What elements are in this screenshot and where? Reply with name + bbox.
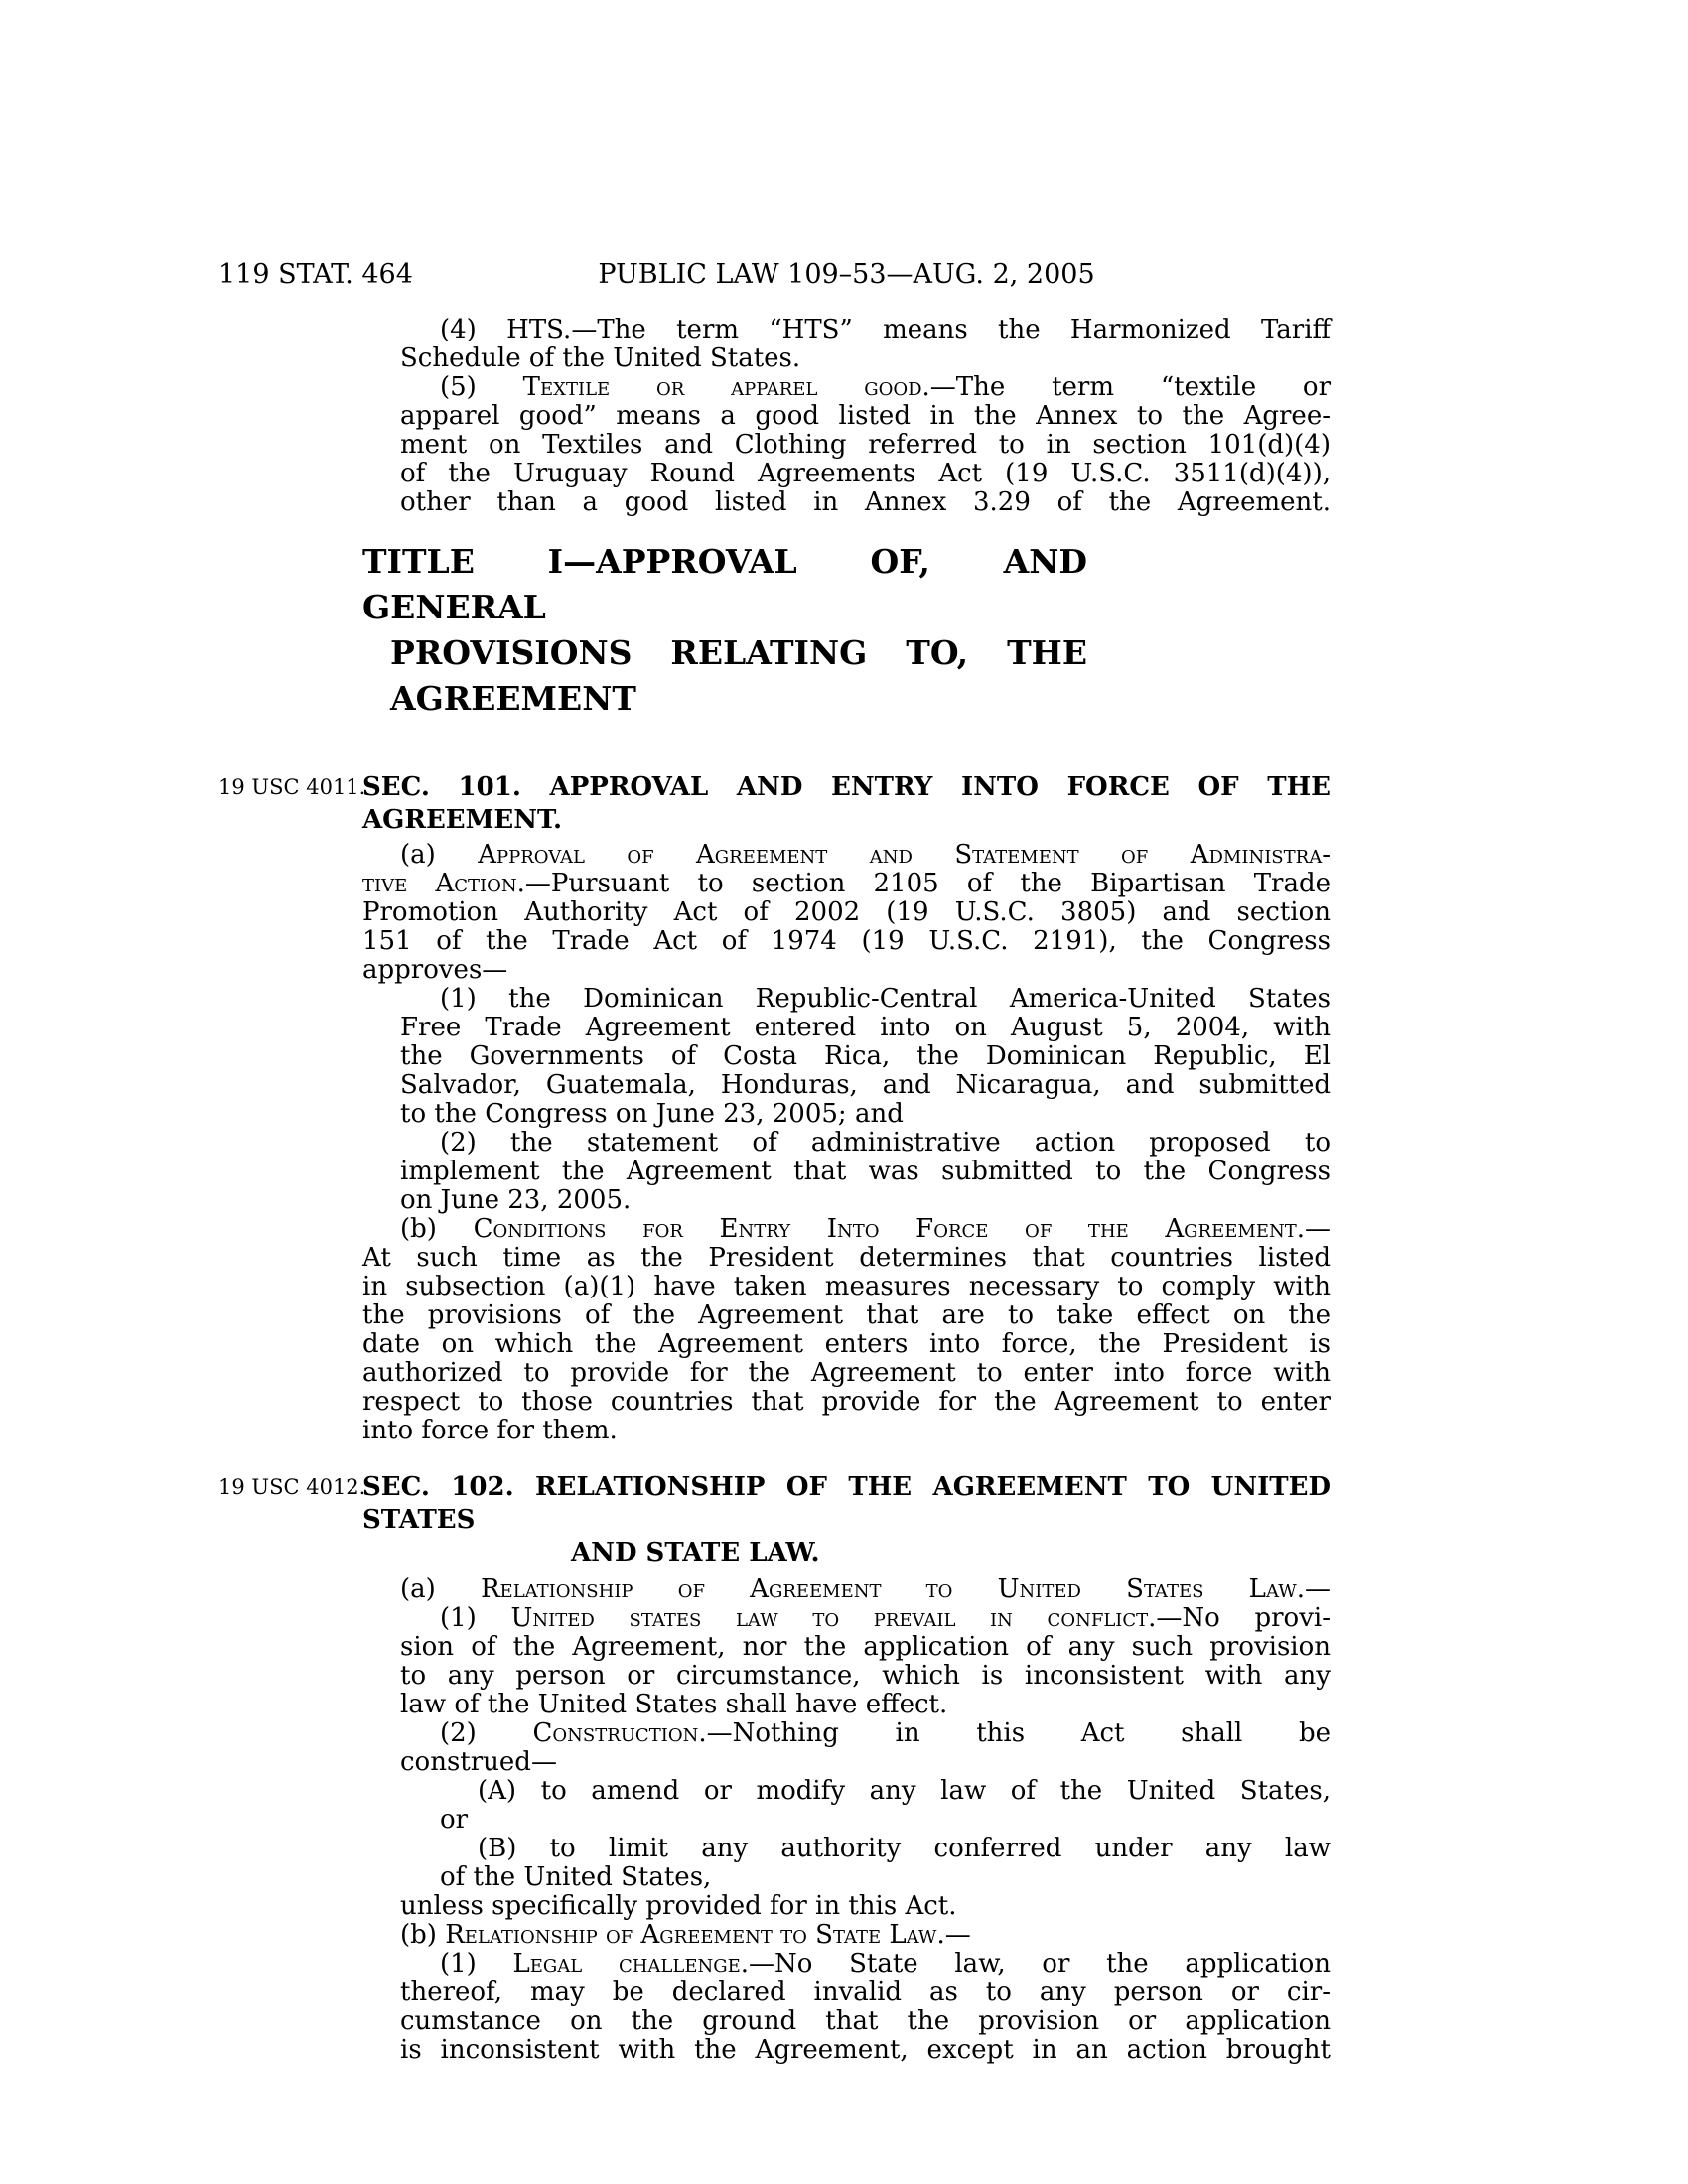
- text-line: (2) the statement of administrative action proposed to: [440, 1128, 1331, 1158]
- section-102-heading-line-2: AND STATE LAW.: [571, 1538, 820, 1568]
- text-line: to any person or circumstance, which is inconsistent with any: [400, 1661, 1331, 1691]
- text-line: (4) HTS.—The term “HTS” means the Harmonized Tariff: [440, 315, 1331, 344]
- title-line-3: AGREEMENT: [390, 679, 636, 718]
- text-line: to the Congress on June 23, 2005; and: [400, 1099, 904, 1129]
- text-line: (B) to limit any authority conferred under any law: [478, 1834, 1331, 1863]
- section-101-paragraph-2: [362, 1129, 1331, 1215]
- text-line: apparel good” means a good listed in the Annex to the Agree-: [400, 401, 1331, 431]
- text-line: Free Trade Agreement entered into on August 5, 2004, with: [400, 1013, 1331, 1042]
- title-i-heading: [362, 539, 1087, 722]
- section-101-heading: [218, 771, 1331, 837]
- text-line: law of the United States shall have effect.: [400, 1690, 948, 1719]
- public-law-running-head: PUBLIC LAW 109–53—AUG. 2, 2005: [598, 259, 1095, 290]
- text-line: (5) Textile or apparel good.—The term “textile or: [440, 372, 1331, 402]
- text-line: (1) the Dominican Republic-Central America-United States: [440, 984, 1331, 1014]
- text-line: At such time as the President determines that countries listed: [362, 1243, 1331, 1273]
- paragraph-5: [362, 373, 1331, 517]
- text-line: of the United States,: [440, 1862, 712, 1892]
- text-line: ment on Textiles and Clothing referred to in section 101(d)(4): [400, 430, 1331, 460]
- text-line: (1) Legal challenge.—No State law, or the application: [440, 1949, 1331, 1979]
- section-102-subsection-a: [362, 1575, 1331, 1604]
- section-102-heading-line-1: SEC. 102. RELATIONSHIP OF THE AGREEMENT TO UNITED STATES: [362, 1472, 1331, 1535]
- text-line: or: [440, 1805, 469, 1835]
- text-line: tive Action.—Pursuant to section 2105 of the Bipartisan Trade: [362, 869, 1331, 898]
- text-line: unless specifically provided for in this Act.: [400, 1891, 957, 1921]
- text-line: respect to those countries that provide for the Agreement to enter: [362, 1387, 1331, 1417]
- section-101-paragraph-1: [362, 985, 1331, 1129]
- text-line: approves—: [362, 955, 508, 985]
- body-column: [218, 315, 1332, 2065]
- text-line: (1) United states law to prevail in conflict.—No provi-: [440, 1603, 1332, 1633]
- text-line: Promotion Authority Act of 2002 (19 U.S.C. 3805) and section: [362, 897, 1331, 927]
- section-102-heading: [218, 1471, 1331, 1570]
- section-101-heading-text: SEC. 101. APPROVAL AND ENTRY INTO FORCE OF THE AGREEMENT.: [362, 772, 1331, 835]
- text-line: of the Uruguay Round Agreements Act (19 U.S.C. 3511(d)(4)),: [400, 459, 1331, 488]
- margin-note-19-usc-4011: 19 USC 4011.: [218, 775, 366, 799]
- margin-note-19-usc-4012: 19 USC 4012.: [218, 1475, 366, 1499]
- text-line: 151 of the Trade Act of 1974 (19 U.S.C. 2191), the Congress: [362, 926, 1331, 956]
- text-line: thereof, may be declared invalid as to any person or cir-: [400, 1978, 1331, 2007]
- section-102-paragraph-2: [362, 1719, 1331, 1921]
- paragraph-4: [362, 316, 1331, 373]
- text-line: cumstance on the ground that the provision or application: [400, 2006, 1331, 2036]
- section-102-paragraph-1: [362, 1604, 1331, 1719]
- text-line: construed—: [400, 1747, 557, 1777]
- text-line: into force for them.: [362, 1416, 618, 1445]
- text-line: (a) Relationship of Agreement to United States Law.—: [400, 1574, 1331, 1604]
- text-line: the provisions of the Agreement that are to take effect on the: [362, 1300, 1331, 1330]
- text-line: (2) Construction.—Nothing in this Act shall be: [440, 1718, 1332, 1748]
- text-line: authorized to provide for the Agreement to enter into force with: [362, 1358, 1331, 1388]
- section-102-subsection-b: [362, 1921, 1331, 2065]
- title-line-2: PROVISIONS RELATING TO, THE: [390, 633, 1087, 672]
- text-line: on June 23, 2005.: [400, 1185, 632, 1215]
- text-line: in subsection (a)(1) have taken measures necessary to comply with: [362, 1272, 1331, 1301]
- text-line: is inconsistent with the Agreement, except in an action brought: [400, 2035, 1331, 2065]
- title-line-1: TITLE I—APPROVAL OF, AND GENERAL: [362, 542, 1087, 626]
- text-line: the Governments of Costa Rica, the Dominican Republic, El: [400, 1041, 1331, 1071]
- section-101-subsection-a: [362, 841, 1331, 985]
- text-line: (A) to amend or modify any law of the United States,: [478, 1776, 1331, 1806]
- text-line: (b) Conditions for Entry Into Force of the Agreement.—: [400, 1214, 1331, 1244]
- text-line: sion of the Agreement, nor the application of any such provision: [400, 1632, 1331, 1662]
- stat-page-number: 119 STAT. 464: [218, 259, 413, 290]
- text-line: (b) Relationship of Agreement to State Law.—: [400, 1920, 971, 1950]
- section-101-subsection-b: [362, 1215, 1331, 1445]
- text-line: Salvador, Guatemala, Honduras, and Nicaragua, and submitted: [400, 1070, 1331, 1100]
- text-line: implement the Agreement that was submitted to the Congress: [400, 1157, 1331, 1186]
- text-line: other than a good listed in Annex 3.29 of the Agreement.: [400, 487, 1331, 517]
- text-line: date on which the Agreement enters into force, the President is: [362, 1329, 1331, 1359]
- text-line: Schedule of the United States.: [400, 343, 801, 373]
- text-line: (a) Approval of Agreement and Statement of Administra-: [400, 840, 1331, 870]
